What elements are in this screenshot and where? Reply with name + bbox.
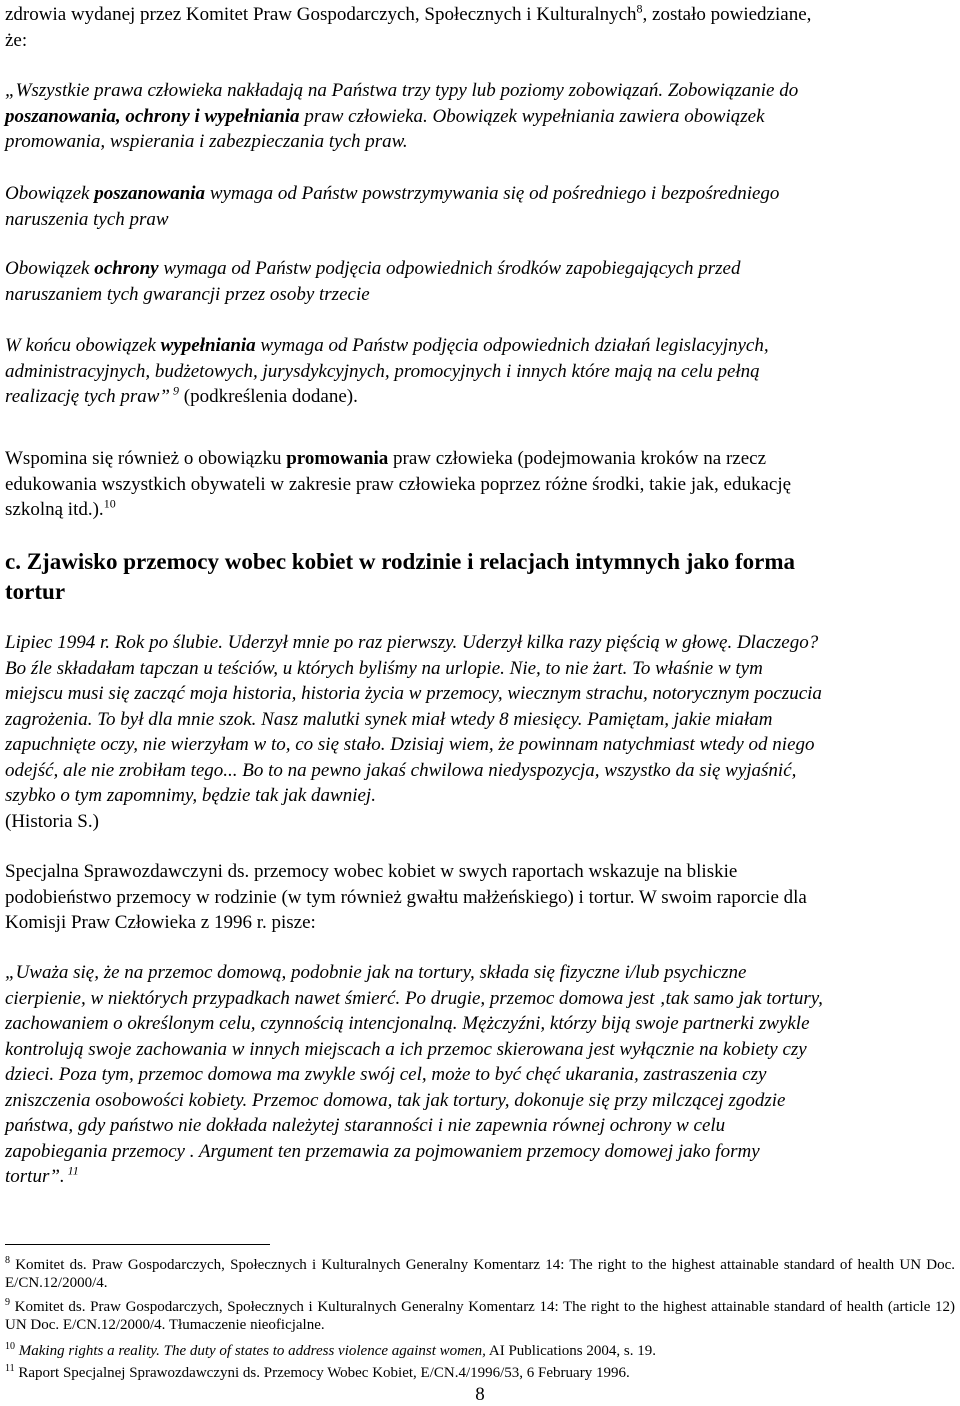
quote3-bold: ochrony bbox=[94, 258, 159, 279]
story-line: zagrożenia. To był dla mnie szok. Nasz malutki synek miał wtedy 8 miesięcy. Pamiętam, jakie miałam bbox=[5, 708, 773, 730]
promo-line2: edukowania wszystkich obywateli w zakresie praw człowieka poprzez różne środki, takie jak, edukację bbox=[5, 473, 792, 495]
quote3-pre: Obowiązek bbox=[5, 258, 95, 279]
quote4-pre: W końcu obowiązek bbox=[5, 335, 161, 356]
rapporteur-paragraph bbox=[5, 859, 955, 936]
quote-rapporteur bbox=[5, 960, 955, 1190]
special-line: Komisji Praw Człowieka z 1996 r. pisze: bbox=[5, 912, 316, 933]
quote5-line: zniszczenia osobowości kobiety. Przemoc domowa, tak jak tortury, dokonuje się przy milczącej zgodzie bbox=[5, 1089, 786, 1111]
quote-protection bbox=[5, 256, 955, 307]
intro-text: zdrowia wydanej przez Komitet Praw Gospodarczych, Społecznych i Kulturalnych bbox=[5, 4, 637, 25]
quote4-post: wymaga od Państw podjęcia odpowiednich działań legislacyjnych, bbox=[255, 335, 769, 356]
footnote-divider bbox=[5, 1244, 270, 1245]
quote5-line: dzieci. Poza tym, przemoc domowa ma zwykle swój cel, może to być chęć ukarania, zastraszenia czy bbox=[5, 1064, 767, 1085]
footnote-9 bbox=[5, 1298, 955, 1334]
footnote-9-text: Komitet ds. Praw Gospodarczych, Społecznych i Kulturalnych Generalny Komentarz 14: The right to the highest attainable standard of health (article 12) UN Doc. E/CN.12/2000/4. Tłumaczenie nieoficjalne. bbox=[5, 1299, 955, 1333]
heading-line2: tortur bbox=[5, 579, 66, 604]
quote5-line: cierpienie, w niektórych przypadkach nawet śmierć. Po drugie, przemoc domowa jest ‚tak samo jak tortury, bbox=[5, 987, 823, 1009]
story-line: zapuchnięte oczy, nie wierzyłam w to, co się stało. Dzisiaj wiem, że powinnam natychmiast wtedy od niego bbox=[5, 734, 815, 755]
footnote-10 bbox=[5, 1342, 955, 1360]
quote2-post: wymaga od Państw powstrzymywania się od pośredniego i bezpośredniego bbox=[205, 183, 780, 204]
quote2-bold: poszanowania bbox=[94, 183, 206, 204]
promo-pre: Wspomina się również o obowiązku bbox=[5, 448, 287, 469]
quote3-post: wymaga od Państw podjęcia odpowiednich środków zapobiegających przed bbox=[158, 258, 741, 279]
quote4-bold: wypełniania bbox=[160, 335, 256, 356]
quote4-tail: (podkreślenia dodane). bbox=[179, 386, 358, 407]
quote-fulfilment bbox=[5, 333, 955, 410]
footnote-10-title: Making rights a reality. The duty of states to address violence against women, bbox=[15, 1343, 486, 1359]
quote5-line: „Uważa się, że na przemoc domową, podobnie jak na tortury, składa się fizyczne i/lub psychiczne bbox=[5, 962, 747, 983]
heading-line1: c. Zjawisko przemocy wobec kobiet w rodzinie i relacjach intymnych jako forma bbox=[5, 549, 795, 574]
promo-bold: promowania bbox=[286, 448, 389, 469]
page-number: 8 bbox=[475, 1384, 485, 1405]
quote-respect bbox=[5, 181, 955, 232]
story-signature: (Historia S.) bbox=[5, 810, 99, 832]
quote5-line: państwa, gdy państwo nie dokłada należytej staranności i nie zapewnia równej ochrony w celu bbox=[5, 1115, 726, 1136]
quote2-pre: Obowiązek bbox=[5, 183, 95, 204]
footnote-11 bbox=[5, 1364, 955, 1382]
footnote-8-text: Komitet ds. Praw Gospodarczych, Społecznych i Kulturalnych Generalny Komentarz 14: The right to the highest attainable standard of health UN Doc. E/CN.12/2000/4. bbox=[5, 1257, 955, 1291]
footnote-ref-9: 9 bbox=[170, 383, 179, 398]
quote5-line: zapobiegania przemocy . Argument ten przemawia za pojmowaniem przemocy domowej jako formy bbox=[5, 1140, 760, 1162]
section-heading bbox=[5, 547, 955, 607]
story-line: Lipiec 1994 r. Rok po ślubie. Uderzył mnie po raz pierwszy. Uderzył kilka razy pięścią w głowę. Dlaczego? bbox=[5, 632, 819, 653]
intro-tail: , zostało powiedziane, bbox=[642, 4, 812, 25]
quote1-rest: praw człowieka. Obowiązek wypełniania zawiera obowiązek bbox=[299, 105, 765, 127]
special-line: podobieństwo przemocy w rodzinie (w tym również gwałtu małżeńskiego) i tortur. W swoim raporcie dla bbox=[5, 886, 807, 908]
footnote-ref-8: 8 bbox=[636, 1, 643, 16]
footnote-11-text: Raport Specjalnej Sprawozdawczyni ds. Przemocy Wobec Kobiet, E/CN.4/1996/53, 6 February 1996. bbox=[14, 1365, 630, 1381]
footnote-9-number: 9 bbox=[5, 1297, 10, 1308]
promotion-paragraph bbox=[5, 446, 955, 523]
story-line: szybko o tym zapomnimy, będzie tak jak dawniej. bbox=[5, 785, 376, 806]
story-line: miejscu musi się zacząć moja historia, historia życia w przemocy, wiecznym strachu, notorycznym poczucia bbox=[5, 683, 822, 704]
story-line: Bo źle składałam tapczan u teściów, u których byliśmy na urlopie. Nie, to nie żart. To właśnie w tym bbox=[5, 657, 763, 679]
footnote-11-number: 11 bbox=[5, 1363, 15, 1374]
special-line: Specjalna Sprawozdawczyni ds. przemocy wobec kobiet w swych raportach wskazuje na bliskie bbox=[5, 861, 738, 882]
footnote-10-text: AI Publications 2004, s. 19. bbox=[485, 1343, 656, 1359]
quote3-line2: naruszaniem tych gwarancji przez osoby trzecie bbox=[5, 283, 370, 305]
quote-obligations bbox=[5, 78, 955, 155]
quote1-bold: poszanowania, ochrony i wypełniania bbox=[5, 105, 300, 127]
footnote-10-number: 10 bbox=[5, 1341, 15, 1352]
story-line: odejść, ale nie zrobiłam tego... Bo to na pewno jakaś chwilowa niedyspozycja, wszystko da się wyjaśnić, bbox=[5, 759, 797, 781]
personal-story bbox=[5, 630, 955, 834]
intro-paragraph bbox=[5, 2, 955, 53]
quote5-line: zachowaniem o określonym celu, czynnością intencjonalną. Mężczyźni, którzy biją swoje partnerki zwykle bbox=[5, 1013, 810, 1034]
quote5-last: tortur”. bbox=[5, 1166, 65, 1187]
quote4-line3: realizację tych praw” bbox=[5, 386, 170, 407]
promo-post: praw człowieka (podejmowania kroków na rzecz bbox=[388, 448, 767, 469]
promo-line3: szkolną itd.). bbox=[5, 499, 104, 520]
quote1-line1: „Wszystkie prawa człowieka nakładają na Państwa trzy typy lub poziomy zobowiązań. Zobowiązanie do bbox=[5, 80, 799, 101]
quote5-line: kontrolują swoje zachowania w innych miejscach a ich przemoc skierowana jest wyłącznie na kobiety czy bbox=[5, 1038, 807, 1060]
intro-line2: że: bbox=[5, 29, 28, 51]
footnote-8-number: 8 bbox=[5, 1255, 10, 1266]
quote1-line3: promowania, wspierania i zabezpieczania tych praw. bbox=[5, 131, 408, 152]
quote4-line2: administracyjnych, budżetowych, jurysdykcyjnych, promocyjnych i innych które mają na celu pełną bbox=[5, 360, 760, 382]
footnote-ref-10: 10 bbox=[103, 496, 116, 511]
footnote-ref-11: 11 bbox=[64, 1163, 79, 1178]
quote2-line2: naruszenia tych praw bbox=[5, 208, 169, 230]
footnote-8 bbox=[5, 1256, 955, 1292]
